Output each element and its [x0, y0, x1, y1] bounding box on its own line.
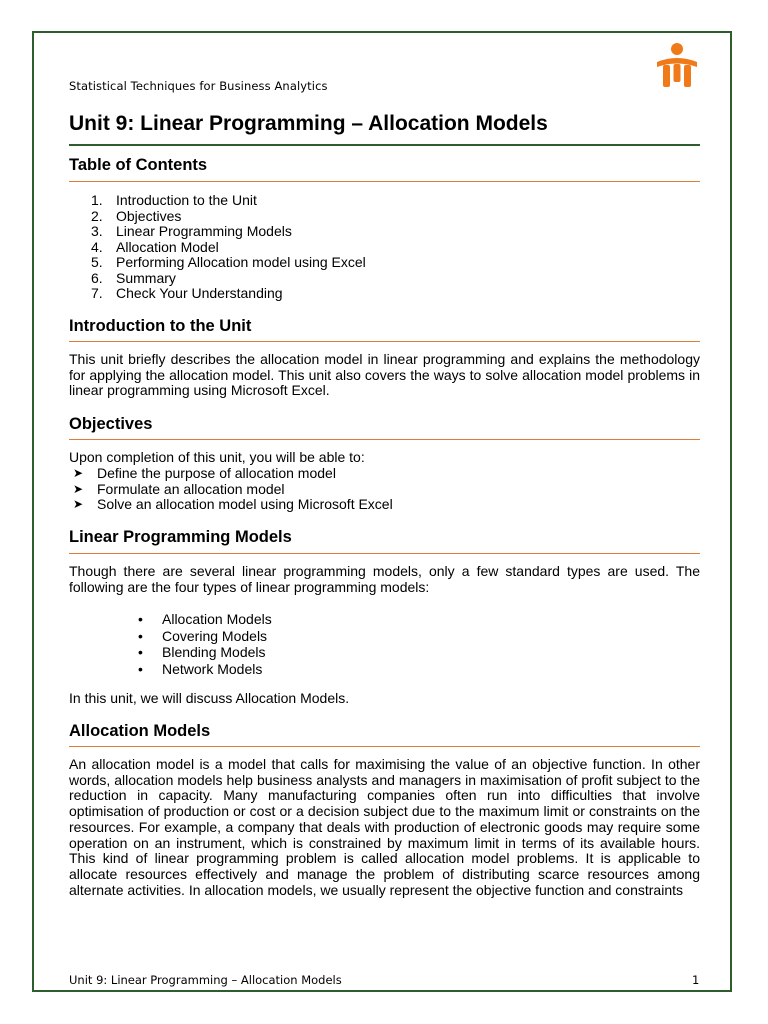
objectives-heading: Objectives — [69, 415, 153, 433]
toc-item: 2. Objectives — [91, 207, 182, 224]
arrow-bullet-icon: ➤ — [73, 497, 84, 511]
list-item: ➤ Solve an allocation model using Microsoft Excel — [73, 496, 393, 512]
section-divider — [69, 341, 700, 342]
toc-list — [91, 193, 366, 302]
objectives-list — [73, 466, 393, 513]
allocation-heading: Allocation Models — [69, 722, 211, 740]
lp-models-body: Though there are several linear programming models, only a few standard types are used. The following are the four types of linear programming models: — [69, 563, 700, 595]
toc-item-label: Allocation Model — [116, 238, 219, 255]
arrow-bullet-icon: ➤ — [73, 481, 84, 496]
page-number: 1 — [692, 973, 700, 987]
lp-models-closing: In this unit, we will discuss Allocation Models. — [69, 690, 350, 706]
toc-item-label: Objectives — [116, 207, 182, 224]
bullet-icon: • — [138, 611, 143, 627]
toc-item: 7. Check Your Understanding — [91, 285, 283, 301]
objectives-lead: Upon completion of this unit, you will be able to: — [69, 449, 365, 465]
lp-models-list — [138, 611, 272, 677]
list-item: • Allocation Models — [138, 611, 272, 627]
toc-item: 1. Introduction to the Unit — [91, 192, 257, 208]
toc-item: 3. Linear Programming Models — [91, 223, 292, 239]
toc-item-label: Introduction to the Unit — [116, 192, 257, 208]
unit-title: Unit 9: Linear Programming – Allocation Models — [69, 112, 548, 135]
arrow-bullet-icon: ➤ — [73, 466, 84, 480]
toc-item-label: Check Your Understanding — [116, 285, 283, 301]
intro-heading: Introduction to the Unit — [69, 317, 252, 335]
list-item: • Covering Models — [138, 627, 268, 644]
intro-body: This unit briefly describes the allocation model in linear programming and explains the methodology for applying the allocation model. This unit also covers the ways to solve allocation model problems in linear programming using Microsoft Excel. — [69, 351, 700, 398]
running-header: Statistical Techniques for Business Analytics — [69, 79, 328, 93]
section-divider — [69, 439, 700, 440]
section-divider — [69, 181, 700, 182]
list-item: ➤ Formulate an allocation model — [73, 480, 285, 497]
section-divider — [69, 553, 700, 554]
bullet-icon: • — [138, 627, 143, 644]
allocation-body: An allocation model is a model that calls for maximising the value of an objective function. In other words, allocation models help business analysts and managers in maximisation of profit subject to the reduction in capacity. Many manufacturing companies often run into difficulties that involve optimisation of production or cost or a decision subject due to the maximum limit or constraints on the resources. For example, a company that deals with production of electronic goods may require some operation on an instrument, which is constrained by maximum limit in terms of its available hours. This kind of linear programming problem is called allocation model problems. It is applicable to allocate resources effectively and manage the problem of distributing scarce resources among alternate activities. In allocation models, we usually represent the objective function and constraints — [69, 756, 700, 898]
toc-item-label: Linear Programming Models — [116, 223, 292, 239]
section-divider — [69, 746, 700, 747]
list-item: • Blending Models — [138, 644, 266, 660]
footer-title: Unit 9: Linear Programming – Allocation Models — [69, 973, 342, 987]
title-divider — [69, 144, 700, 146]
list-item: ➤ Define the purpose of allocation model — [73, 465, 336, 481]
bullet-icon: • — [138, 644, 143, 660]
toc-item: 5. Performing Allocation model using Excel — [91, 254, 366, 270]
toc-item-label: Summary — [116, 269, 176, 286]
list-item: • Network Models — [138, 660, 263, 677]
toc-item-label: Performing Allocation model using Excel — [116, 254, 366, 270]
lp-models-heading: Linear Programming Models — [69, 528, 292, 546]
toc-item: 4. Allocation Model — [91, 238, 219, 255]
toc-heading: Table of Contents — [69, 156, 208, 174]
orange-figure-logo-icon — [652, 40, 702, 90]
bullet-icon: • — [138, 660, 143, 677]
toc-item: 6. Summary — [91, 269, 176, 286]
